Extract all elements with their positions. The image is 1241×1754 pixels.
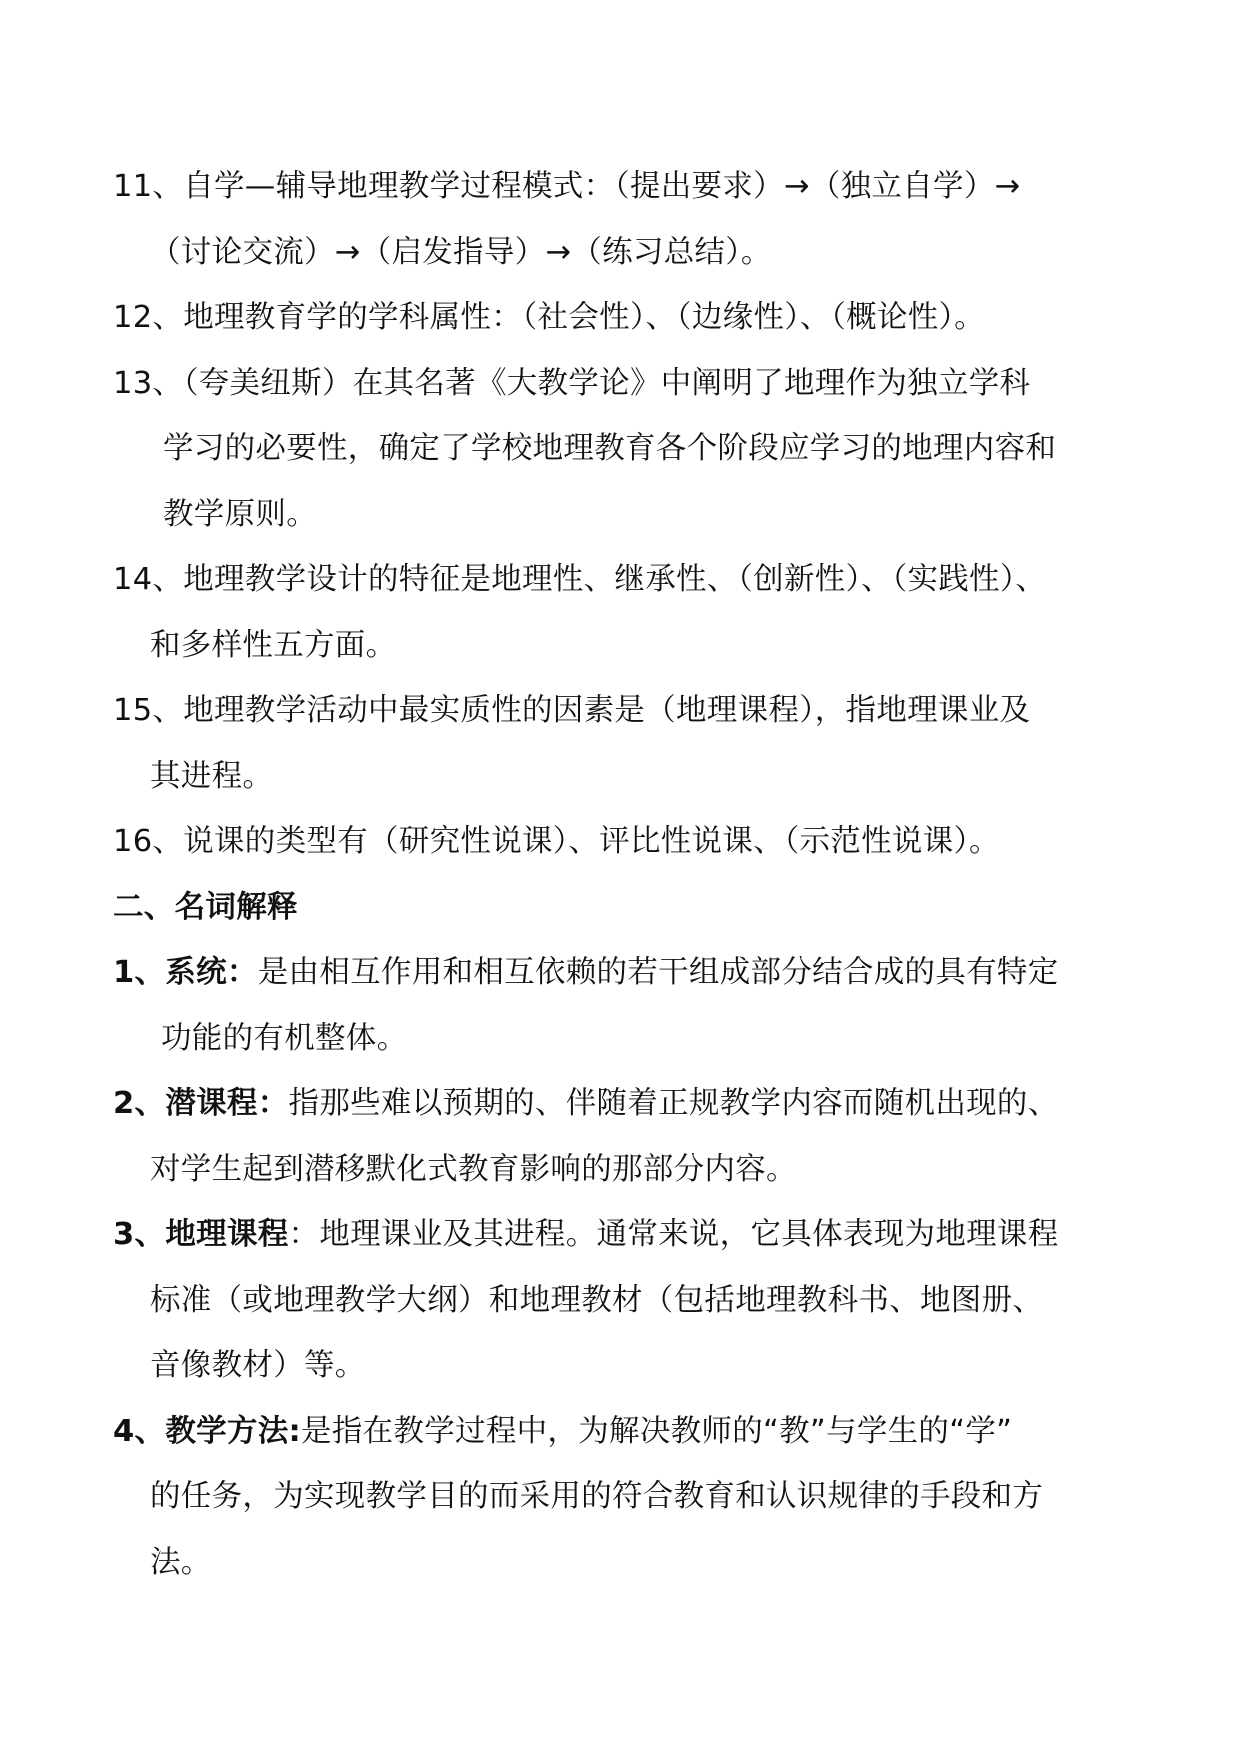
question-line: 11、自学—辅导地理教学过程模式：（提出要求）→（独立自学）→	[113, 169, 1021, 204]
question-15	[113, 678, 1133, 809]
definition-text: 是由相互作用和相互依赖的若干组成部分结合成的具有特定	[257, 955, 1059, 990]
question-14	[113, 547, 1133, 678]
definition-text: ：地理课业及其进程。通常来说，它具体表现为地理课程	[288, 1217, 1059, 1252]
definition-system	[113, 940, 1133, 1071]
definition-hidden-curriculum	[113, 1071, 1133, 1202]
question-line: 16、说课的类型有（研究性说课）、评比性说课、（示范性说课）。	[113, 824, 1000, 859]
question-line: 15、地理教学活动中最实质性的因素是（地理课程），指地理课业及	[113, 693, 1031, 728]
question-line: 13、（夸美纽斯）在其名著《大教学论》中阐明了地理作为独立学科	[113, 365, 1031, 401]
definition-line: 对学生起到潜移默化式教育影响的那部分内容。	[150, 1151, 797, 1187]
question-line: 学习的必要性，确定了学校地理教育各个阶段应学习的地理内容和	[163, 431, 1057, 466]
question-line: 教学原则。	[163, 496, 317, 532]
definition-line: 功能的有机整体。	[161, 1020, 408, 1056]
page-content	[113, 154, 1133, 1595]
definition-line: 标准（或地理教学大纲）和地理教材（包括地理教科书、地图册、	[150, 1282, 1044, 1318]
definition-line: 法。	[150, 1544, 212, 1580]
definition-line	[113, 1071, 1133, 1137]
definition-term: 2、潜课程：	[113, 1086, 289, 1121]
question-16	[113, 809, 1133, 875]
question-line: 其进程。	[150, 758, 274, 794]
question-line: 和多样性五方面。	[150, 627, 397, 663]
definition-term: 1、系统：	[113, 955, 258, 990]
question-line: （讨论交流）→（启发指导）→（练习总结）。	[150, 234, 772, 270]
definition-term: 4、教学方法:	[113, 1413, 302, 1449]
definition-line	[113, 940, 1133, 1006]
definition-line	[113, 1399, 1133, 1465]
question-13	[113, 351, 1133, 548]
definition-geography-curriculum	[113, 1202, 1133, 1399]
question-12	[113, 285, 1133, 351]
question-line: 12、地理教育学的学科属性：（社会性）、（边缘性）、（概论性）。	[113, 300, 985, 335]
definition-text: 是指在教学过程中，为解决教师的“教”与学生的“学”	[301, 1413, 1013, 1449]
definition-term: 3、地理课程	[113, 1217, 289, 1252]
section-title: 二、名词解释	[113, 889, 298, 925]
definition-line: 的任务，为实现教学目的而采用的符合教育和认识规律的手段和方	[150, 1479, 1044, 1514]
question-line: 14、地理教学设计的特征是地理性、继承性、（创新性）、（实践性）、	[113, 562, 1047, 597]
definition-line: 音像教材）等。	[150, 1348, 366, 1383]
definition-line	[113, 1202, 1133, 1268]
definition-teaching-method	[113, 1399, 1133, 1596]
definition-text: 指那些难以预期的、伴随着正规教学内容而随机出现的、	[288, 1086, 1059, 1121]
question-11	[113, 154, 1133, 285]
